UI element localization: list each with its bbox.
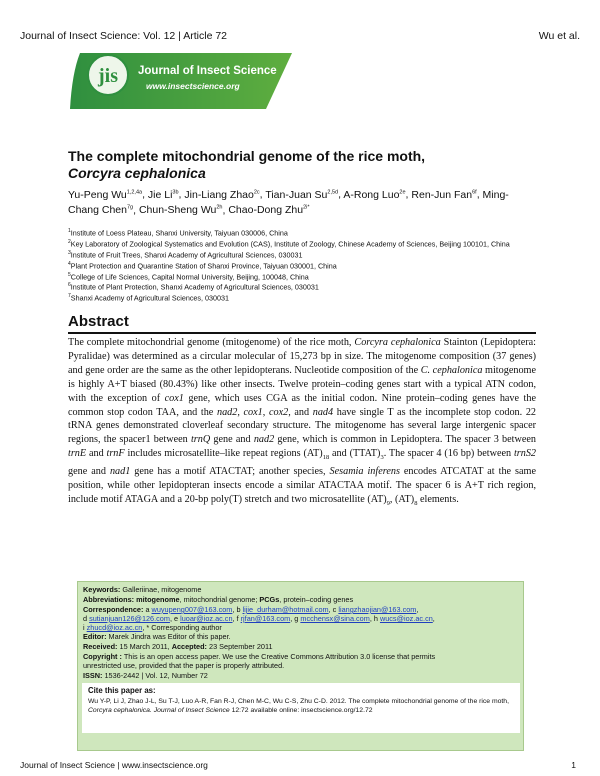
issn-line: ISSN: 1536-2442 | Vol. 12, Number 72 [83, 671, 208, 680]
info-text: , f [232, 614, 241, 623]
abstract-italic-term: C. cephalonica [420, 364, 483, 376]
species-name: Corcyra cephalonica [68, 165, 206, 181]
affiliation-item [68, 238, 538, 249]
author-affiliation-marker: 1,2,4a [126, 189, 143, 195]
author-affiliation-marker: 7g [126, 204, 134, 211]
dates-line: Received: 15 March 2011, Accepted: 23 September 2011 [83, 642, 273, 651]
abstract-text: encodes ATCATAT at the same position, while other lepidopteran insects encode a similar ATACTAA motif. The spacer 6 is A+T rich region, include motif ATAGA and a 20-bp poly(T) stretch and two microsatellite (AT) [68, 466, 536, 505]
info-text: , protein–coding genes [279, 595, 354, 604]
affiliation-number: 7 [68, 293, 71, 300]
email-link[interactable]: mcchensx@sina.com [300, 614, 370, 623]
email-link[interactable]: lijie_durham@hotmail.com [242, 605, 329, 614]
abstract-italic-term: trnS2 [513, 448, 537, 460]
info-text: i [83, 623, 87, 632]
banner-url[interactable]: www.insectscience.org [146, 81, 240, 91]
author-name: Tian-Juan $Su^{2,5d}$ [265, 188, 339, 201]
cite-heading: Cite this paper as: [88, 686, 156, 695]
affiliation-item [68, 292, 538, 303]
author-affiliation-marker: 2i* [303, 204, 310, 211]
info-text: , [416, 605, 419, 614]
abstract-text: , [262, 406, 269, 418]
abstract-italic-term: nad2 [253, 434, 275, 446]
affiliation-item [68, 249, 538, 260]
info-text: , mitochondrial genome; [179, 595, 260, 604]
abstract-text: , and [288, 406, 313, 418]
info-text: d [83, 614, 90, 623]
abstract-italic-term: nad1 [109, 466, 131, 478]
editor-line: Editor: Marek Jindra was Editor of this paper. [83, 632, 231, 641]
author-affiliation-marker: 2e [399, 189, 406, 195]
abstract-italic-term: trnQ [190, 434, 211, 446]
abstract-text: and (TTAT) [329, 448, 381, 460]
affiliation-item [68, 281, 538, 292]
abbreviations-line: Abbreviations: mitogenome, mitochondrial genome; PCGs, protein–coding genes [83, 595, 354, 604]
email-link[interactable]: wuyupeng007@163.com [151, 605, 233, 614]
abstract-heading: Abstract [68, 313, 129, 330]
affiliation-number: 6 [68, 282, 71, 289]
author-affiliation-marker: 2,5d [327, 189, 339, 195]
abstract-text: elements. [417, 494, 459, 505]
affiliation-item [68, 260, 538, 271]
affiliation-number: 5 [68, 271, 71, 278]
author-name: Ming-Chang Chen$^{7g}$ [68, 188, 509, 216]
abstract-text: The complete mitochondrial genome (mitogenome) of the rice moth, [68, 337, 355, 348]
author-list: Yu-Peng $Wu^{1,2,4a}$, Jie $Li^{3b}$, Jin-Liang Zhao$^{2c}$, Tian-Juan $Su^{2,5d}$, A-Rong Luo$^{2e}$, Ren-Jun Fan$^{6f}$, Ming-Chang Chen$^{7g}$, Chun-Sheng $Wu^{2h}$, Chao-Dong Zhu$^{2i*}$ [68, 188, 509, 216]
affiliation-item [68, 227, 538, 238]
copyright-line-2: unrestricted use, provided that the paper is properly attributed. [83, 661, 285, 670]
email-link[interactable]: luoar@ioz.ac.cn [180, 614, 233, 623]
author-affiliation-marker: 2h [216, 204, 223, 211]
author-name: Chun-Sheng $Wu^{2h}$ [138, 204, 223, 216]
paper-title [68, 148, 538, 182]
affiliation-number: 1 [68, 228, 71, 234]
abstract-subscript: 18 [322, 454, 330, 462]
affiliation-number: 2 [68, 238, 71, 245]
banner-journal-name: Journal of Insect Science [138, 65, 277, 77]
affiliation-number: 4 [68, 260, 71, 267]
abstract-italic-term: nad2 [216, 406, 238, 418]
abstract-text: includes microsatellite–like repeat regions (AT) [124, 448, 323, 460]
email-link[interactable]: zhucd@ioz.ac.cn [86, 623, 143, 632]
email-link[interactable]: sutianjuan126@126.com [89, 614, 170, 623]
abstract-italic-term: cox1 [243, 406, 263, 418]
abstract-italic-term: Corcyra cephalonica [354, 337, 441, 348]
abstract-italic-term: Sesamia inferens [329, 466, 400, 478]
abstract-text: gene and [210, 434, 254, 446]
running-header-left: Journal of Insect Science: Vol. 12 | Article 72 [20, 30, 228, 42]
svg-text:jis: jis [98, 65, 118, 87]
copyright-line: Copyright : This is an open access paper. We use the Creative Commons Attribution 3.0 license that permits [83, 652, 436, 661]
affiliation-text: College of Life Sciences, Capital Normal University, Beijing, 100048, China [70, 271, 309, 281]
abstract-subscript: 8 [414, 500, 418, 508]
affiliation-list [68, 227, 538, 303]
abstract-italic-term: trnE [68, 448, 87, 460]
affiliation-text: Shanxi Academy of Agricultural Sciences, 030031 [70, 293, 229, 303]
abstract-text: and [86, 448, 107, 460]
info-term: mitogenome [136, 595, 180, 604]
abstract-text: mitogenome is highly A+T biased (80.43%) like other insects. Twelve protein–coding genes start with a typical ATN codon, with the exception of [68, 364, 536, 404]
affiliation-text: Key Laboratory of Zoological Systematics and Evolution (CAS), Institute of Zoology, Chinese Academy of Sciences, Beijing 100101, China [70, 239, 510, 249]
title-line-2 [68, 165, 538, 182]
jis-logo-icon [88, 55, 128, 95]
page-number: 1 [571, 760, 576, 770]
running-header-right: Wu et al. [538, 30, 580, 42]
info-text: , h [369, 614, 380, 623]
author-name: Jin-Liang Zhao$^{2c}$ [184, 188, 260, 201]
correspondence-line: Correspondence: a wuyupeng007@163.com, b lijie_durham@hotmail.com, c liangzhaojian@163.com, [83, 605, 419, 614]
abstract-italic-term: cox2 [268, 406, 289, 418]
author-affiliation-marker: 2c [253, 189, 260, 195]
footer-left: Journal of Insect Science | www.insectscience.org [20, 760, 208, 770]
affiliation-number: 3 [68, 249, 71, 256]
info-text: a [143, 605, 152, 614]
abstract-subscript: 3 [380, 454, 384, 462]
abstract-rule [68, 332, 536, 334]
author-name: Chao-Dong Zhu$^{2i*}$ [228, 204, 310, 216]
title-line-1: The complete mitochondrial genome of the rice moth, [68, 148, 426, 164]
abstract-italic-term: nad4 [312, 406, 334, 418]
correspondence-line-2 [83, 614, 435, 623]
author-name: Ren-Jun Fan$^{6f}$ [411, 188, 477, 201]
info-text: , b [232, 605, 243, 614]
abstract-text: , (AT) [389, 494, 415, 505]
author-name: Jie $Li^{3b}$ [147, 188, 179, 201]
citation-text: Wu Y-P, Li J, Zhao J-L, Su T-J, Luo A-R, Fan R-J, Chen M-C, Wu C-S, Zhu C-D. 2012. The complete mitochondrial genome of the rice moth, Corcyra cephalonica. Journal of Insect Science 12:72 available online: insectscience.org/12.72 [88, 698, 509, 714]
info-text: , [432, 614, 435, 623]
author-name: Yu-Peng $Wu^{1,2,4a}$ [68, 188, 143, 201]
email-link[interactable]: rjfan@163.com [240, 614, 291, 623]
abstract-body [68, 336, 536, 511]
info-term: PCGs [259, 595, 280, 604]
author-affiliation-marker: 6f [472, 189, 477, 195]
affiliation-text: Plant Protection and Quarantine Station of Shanxi Province, Taiyuan 030001, China [70, 261, 337, 271]
abstract-text: . The spacer 4 (16 bp) between [383, 448, 514, 460]
abstract-text: Stainton (Lepidoptera: Pyralidae) was determined as a circular molecular of 15,273 bp in size. The mitogenome composition (37 genes) and gene order are the same as the other lepidopterans. Nucleotide composition of the [68, 337, 536, 376]
correspondence-line-3 [83, 623, 222, 632]
info-text: , c [328, 605, 339, 614]
abstract-text: gene, which uses CGA as the initial codon. Nine protein–coding genes have the common stop codon TAA, and the [68, 392, 536, 418]
info-text: , g [290, 614, 301, 623]
affiliation-text: Institute of Plant Protection, Shanxi Academy of Agricultural Sciences, 030031 [70, 282, 319, 292]
abstract-italic-term: cox1 [164, 392, 184, 404]
author-affiliation-marker: 3b [172, 189, 179, 195]
abstract-text: gene and [68, 466, 110, 478]
abstract-italic-term: trnF [106, 448, 125, 460]
abstract-text: gene, which is common in Lepidoptera. The spacer 3 between [274, 434, 536, 446]
info-text: , * Corresponding author [142, 623, 222, 632]
affiliation-text: Institute of Loess Plateau, Shanxi University, Taiyuan 030006, China [70, 228, 288, 238]
abstract-text: have single T as the incomplete stop codon. 22 tRNA genes demonstrated cloverleaf secondary structure. The mitogenome has several large intergenic spacer regions, the spacer1 between [68, 406, 537, 446]
abstract-subscript: 9 [386, 500, 390, 508]
author-name: A-Rong Luo$^{2e}$ [343, 188, 406, 201]
email-link[interactable]: liangzhaojian@163.com [338, 605, 417, 614]
keywords-line: Keywords: Galleriinae, mitogenome [83, 585, 202, 594]
email-link[interactable]: wucs@ioz.ac.cn [379, 614, 433, 623]
affiliation-item [68, 271, 538, 282]
abstract-text: , [237, 406, 244, 418]
info-text: , e [169, 614, 181, 623]
abstract-text: gene has a motif ATACTAT; another species, [130, 466, 330, 478]
affiliation-text: Institute of Fruit Trees, Shanxi Academy of Agricultural Sciences, 030031 [70, 250, 303, 260]
